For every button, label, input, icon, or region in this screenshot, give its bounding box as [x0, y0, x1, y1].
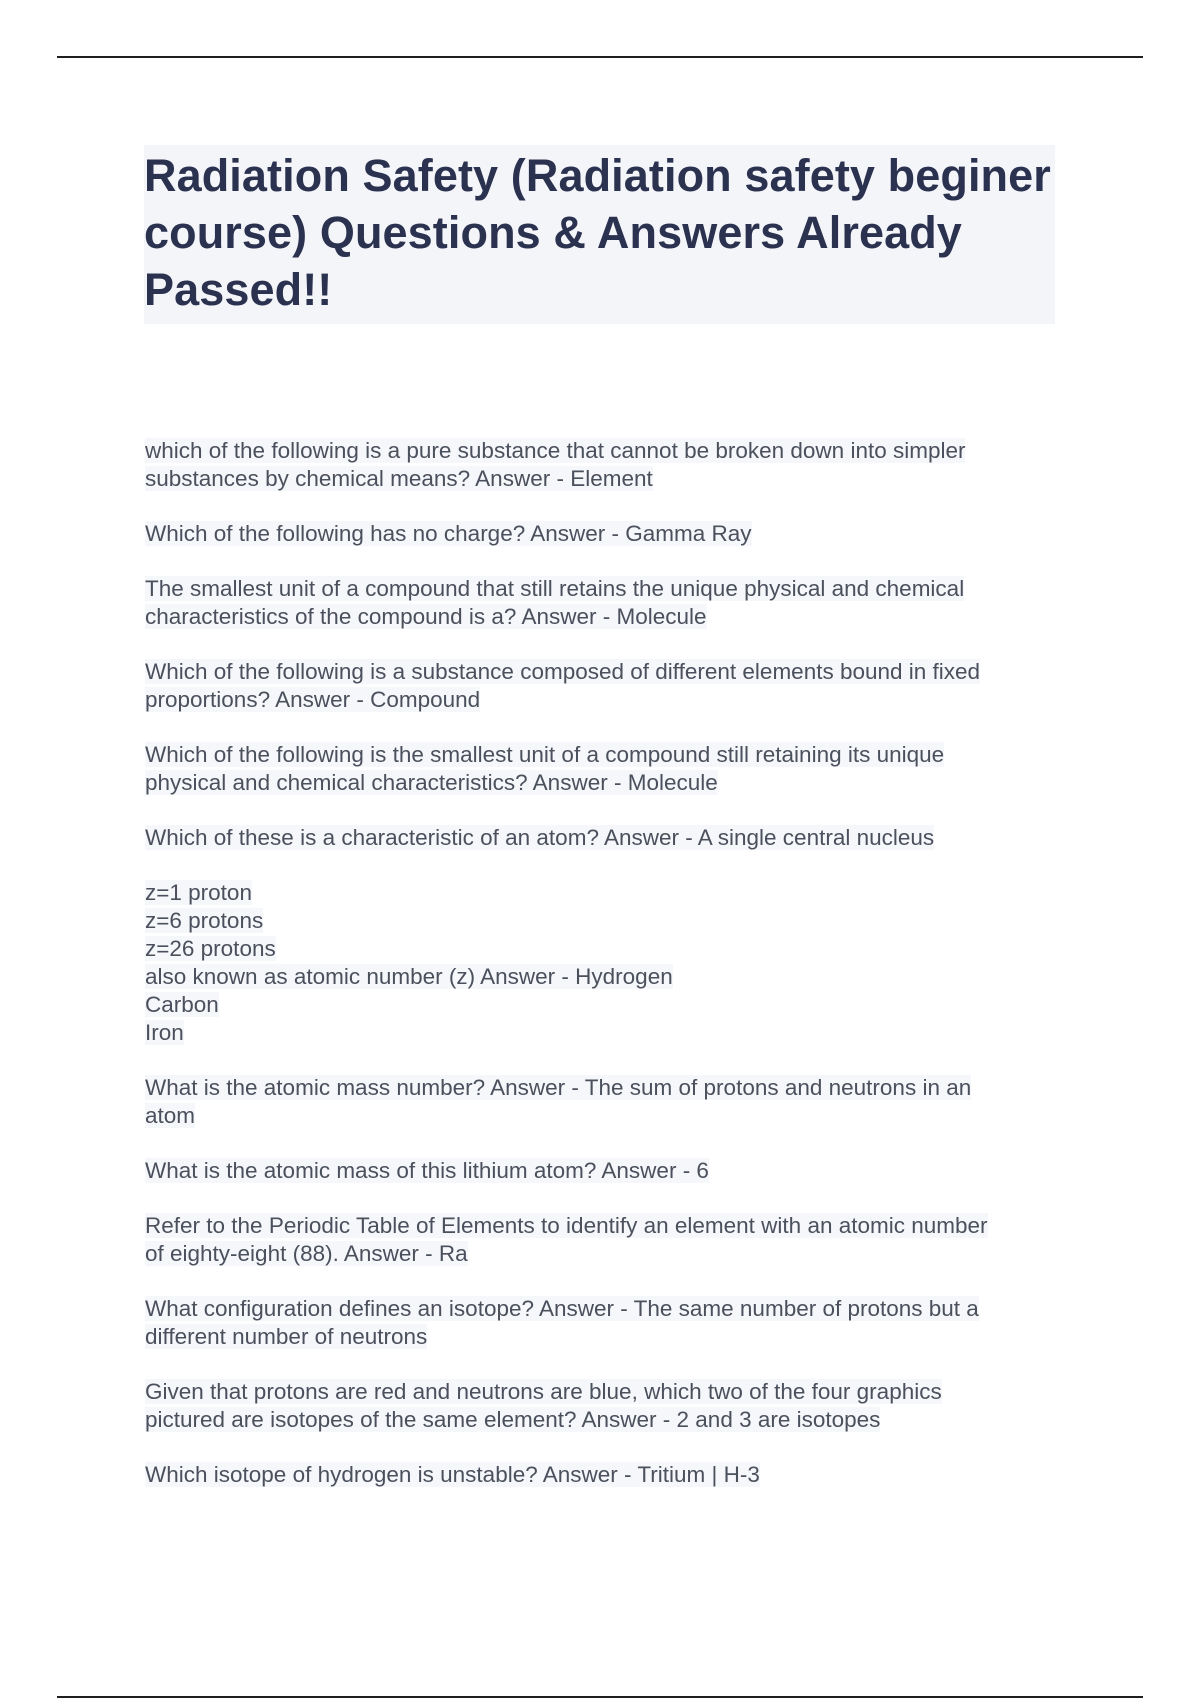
- qa-text: Refer to the Periodic Table of Elements to identify an element with an atomic number of eighty-eight (88). Answer - Ra: [145, 1213, 988, 1266]
- qa-item: [145, 658, 1055, 714]
- qa-item: [145, 1212, 1055, 1268]
- qa-item: [145, 1378, 1055, 1434]
- top-rule: [57, 56, 1143, 58]
- qa-text: Which of the following is a substance composed of different elements bound in fixed proportions? Answer - Compound: [145, 659, 981, 712]
- qa-item: [145, 741, 1055, 797]
- document-title: Radiation Safety (Radiation safety beginer course) Questions & Answers Already Passed!!: [144, 150, 1051, 315]
- qa-text: What is the atomic mass of this lithium atom? Answer - 6: [145, 1158, 709, 1183]
- qa-item: [145, 879, 1055, 1047]
- qa-item: [145, 1157, 1055, 1185]
- qa-text: The smallest unit of a compound that still retains the unique physical and chemical characteristics of the compound is a? Answer - Molecule: [145, 576, 965, 629]
- qa-item: [145, 824, 1055, 852]
- qa-item: [145, 575, 1055, 631]
- title-block: [144, 145, 1055, 324]
- qa-text: Which of the following has no charge? Answer - Gamma Ray: [145, 521, 752, 546]
- qa-text: which of the following is a pure substance that cannot be broken down into simpler substances by chemical means? Answer - Element: [145, 438, 966, 491]
- qa-text: Which isotope of hydrogen is unstable? Answer - Tritium | H-3: [145, 1462, 760, 1487]
- qa-item: [145, 437, 1055, 493]
- qa-text: z=1 proton z=6 protons z=26 protons also known as atomic number (z) Answer - Hydrogen Carbon Iron: [145, 880, 673, 1045]
- document-body: [145, 145, 1055, 1516]
- qa-text: What configuration defines an isotope? Answer - The same number of protons but a different number of neutrons: [145, 1296, 979, 1349]
- bottom-rule: [57, 1696, 1143, 1698]
- qa-item: [145, 520, 1055, 548]
- qa-list: [145, 437, 1055, 1489]
- qa-item: [145, 1461, 1055, 1489]
- qa-text: What is the atomic mass number? Answer - The sum of protons and neutrons in an atom: [145, 1075, 972, 1128]
- qa-text: Which of the following is the smallest unit of a compound still retaining its unique physical and chemical characteristics? Answer - Molecule: [145, 742, 945, 795]
- qa-item: [145, 1074, 1055, 1130]
- qa-item: [145, 1295, 1055, 1351]
- qa-text: Given that protons are red and neutrons are blue, which two of the four graphics pictured are isotopes of the same element? Answer - 2 and 3 are isotopes: [145, 1379, 942, 1432]
- qa-text: Which of these is a characteristic of an atom? Answer - A single central nucleus: [145, 825, 935, 850]
